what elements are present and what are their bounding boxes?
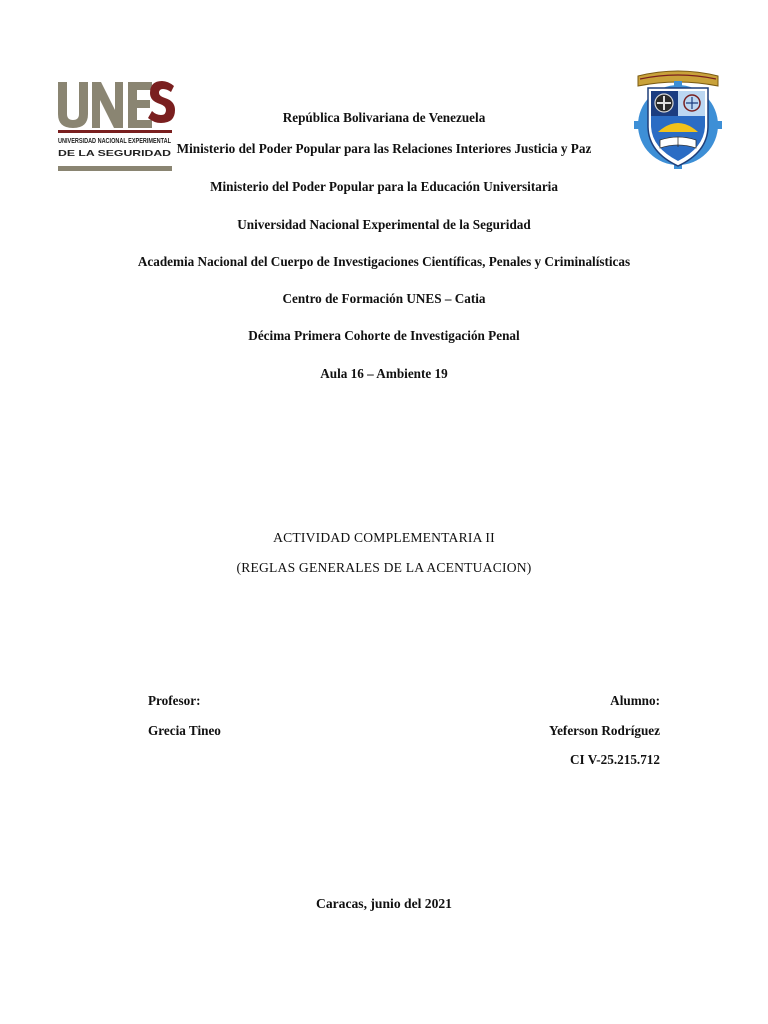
header-line-cohort: Décima Primera Cohorte de Investigación Penal (248, 328, 520, 343)
professor-name: Grecia Tineo (148, 723, 221, 738)
student-name: Yeferson Rodríguez (549, 723, 660, 738)
professor-label: Profesor: (148, 693, 201, 708)
header-line-ministry-interior: Ministerio del Poder Popular para las Relaciones Interiores Justicia y Paz (176, 141, 592, 156)
student-label: Alumno: (610, 693, 660, 708)
unes-logo-line1: UNIVERSIDAD NACIONAL EXPERIMENTAL (58, 136, 172, 145)
student-id: CI V-25.215.712 (570, 752, 660, 767)
header-line-center: Centro de Formación UNES – Catia (282, 291, 486, 306)
place-and-date: Caracas, junio del 2021 (316, 896, 452, 911)
header-line-classroom: Aula 16 – Ambiente 19 (320, 366, 448, 381)
unes-logo-line2: DE LA SEGURIDAD (58, 149, 172, 158)
unes-logo (56, 80, 174, 176)
header-line-academy: Academia Nacional del Cuerpo de Investigaciones Científicas, Penales y Criminalísticas (137, 254, 631, 269)
header-line-ministry-education: Ministerio del Poder Popular para la Educación Universitaria (210, 179, 558, 194)
document-subtitle: (REGLAS GENERALES DE LA ACENTUACION) (236, 560, 532, 575)
header-line-republic: República Bolivariana de Venezuela (282, 110, 486, 125)
document-title: ACTIVIDAD COMPLEMENTARIA II (273, 530, 495, 545)
header-line-university: Universidad Nacional Experimental de la Seguridad (237, 217, 531, 232)
